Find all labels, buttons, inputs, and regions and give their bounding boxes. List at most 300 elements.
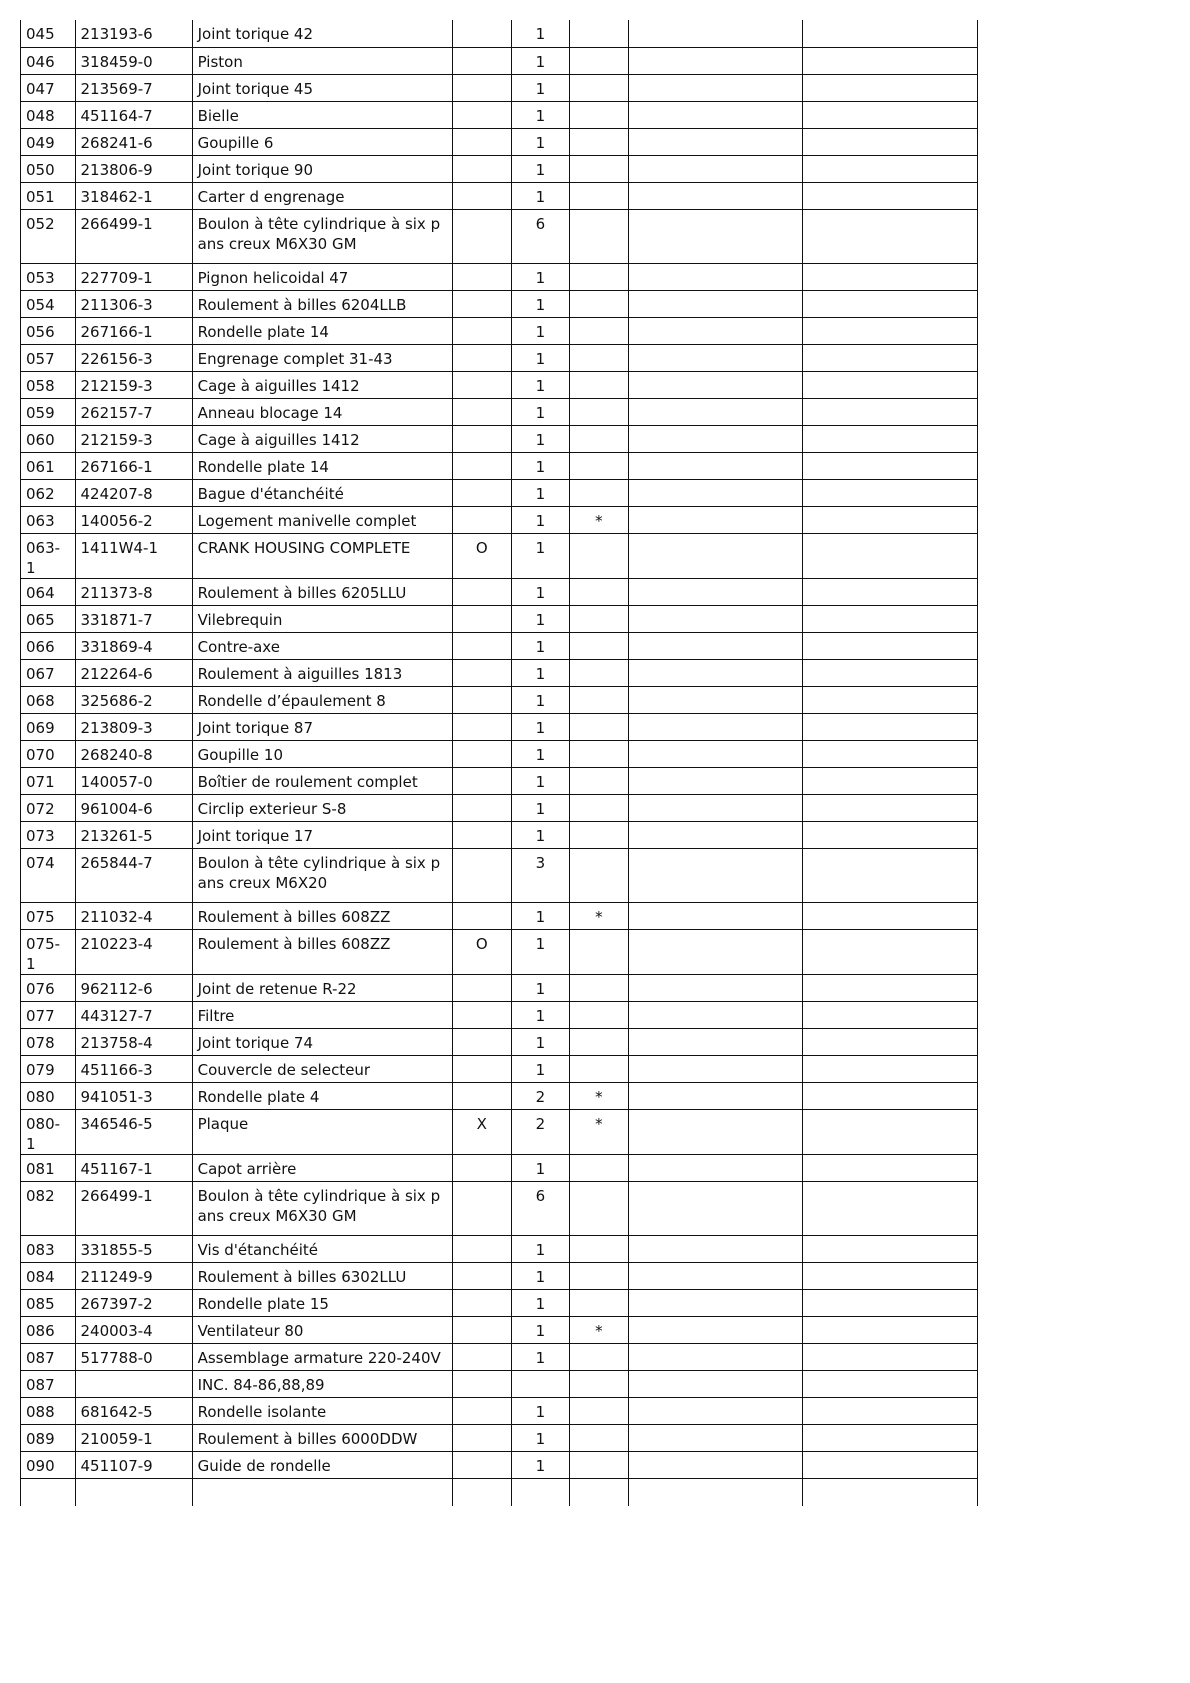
description-cell: Guide de rondelle — [192, 1451, 452, 1478]
change-mark-cell — [453, 1001, 512, 1028]
note-cell — [570, 1451, 629, 1478]
description-cell: Joint torique 74 — [192, 1028, 452, 1055]
description-cell: Contre-axe — [192, 632, 452, 659]
remarks-cell — [628, 317, 803, 344]
part-number-cell: 213809-3 — [75, 713, 192, 740]
empty-cell — [21, 1478, 76, 1506]
item-number-cell: 085 — [21, 1289, 76, 1316]
quantity-cell: 6 — [511, 209, 570, 263]
table-row — [21, 848, 978, 902]
extra-cell — [803, 974, 978, 1001]
quantity-cell: 1 — [511, 317, 570, 344]
table-row — [21, 794, 978, 821]
remarks-cell — [628, 344, 803, 371]
description-cell: Cage à aiguilles 1412 — [192, 371, 452, 398]
empty-cell — [803, 1478, 978, 1506]
table-row — [21, 1181, 978, 1235]
item-number-cell: 070 — [21, 740, 76, 767]
table-row — [21, 209, 978, 263]
quantity-cell: 3 — [511, 848, 570, 902]
extra-cell — [803, 1055, 978, 1082]
note-cell — [570, 1397, 629, 1424]
quantity-cell: 1 — [511, 1451, 570, 1478]
change-mark-cell — [453, 155, 512, 182]
part-number-cell: 265844-7 — [75, 848, 192, 902]
item-number-cell: 057 — [21, 344, 76, 371]
empty-cell — [570, 1478, 629, 1506]
note-cell — [570, 659, 629, 686]
note-cell — [570, 632, 629, 659]
parts-table — [20, 20, 978, 1506]
description-cell: Boulon à tête cylindrique à six pans creux M6X30 GM — [192, 209, 452, 263]
remarks-cell — [628, 1235, 803, 1262]
extra-cell — [803, 425, 978, 452]
part-number-cell: 346546-5 — [75, 1109, 192, 1154]
item-number-cell: 046 — [21, 47, 76, 74]
quantity-cell: 1 — [511, 1235, 570, 1262]
empty-cell — [511, 1478, 570, 1506]
part-number-cell: 266499-1 — [75, 1181, 192, 1235]
change-mark-cell — [453, 659, 512, 686]
part-number-cell: 331871-7 — [75, 605, 192, 632]
table-row — [21, 1109, 978, 1154]
remarks-cell — [628, 1424, 803, 1451]
remarks-cell — [628, 74, 803, 101]
quantity-cell: 2 — [511, 1082, 570, 1109]
note-cell — [570, 1289, 629, 1316]
change-mark-cell — [453, 1154, 512, 1181]
note-cell: * — [570, 1082, 629, 1109]
change-mark-cell — [453, 974, 512, 1001]
part-number-cell: 240003-4 — [75, 1316, 192, 1343]
remarks-cell — [628, 452, 803, 479]
extra-cell — [803, 47, 978, 74]
quantity-cell: 1 — [511, 1055, 570, 1082]
note-cell — [570, 155, 629, 182]
table-row — [21, 686, 978, 713]
note-cell — [570, 1262, 629, 1289]
change-mark-cell — [453, 128, 512, 155]
part-number-cell: 451164-7 — [75, 101, 192, 128]
table-row — [21, 1451, 978, 1478]
table-row — [21, 1343, 978, 1370]
note-cell — [570, 452, 629, 479]
remarks-cell — [628, 1028, 803, 1055]
table-row — [21, 1028, 978, 1055]
table-row — [21, 506, 978, 533]
item-number-cell: 087 — [21, 1370, 76, 1397]
note-cell — [570, 767, 629, 794]
quantity-cell: 1 — [511, 1028, 570, 1055]
description-cell: Engrenage complet 31-43 — [192, 344, 452, 371]
item-number-cell: 053 — [21, 263, 76, 290]
quantity-cell: 1 — [511, 1154, 570, 1181]
remarks-cell — [628, 1370, 803, 1397]
item-number-cell: 067 — [21, 659, 76, 686]
extra-cell — [803, 20, 978, 47]
remarks-cell — [628, 794, 803, 821]
description-cell: Joint torique 87 — [192, 713, 452, 740]
quantity-cell: 1 — [511, 263, 570, 290]
change-mark-cell — [453, 1181, 512, 1235]
extra-cell — [803, 1289, 978, 1316]
item-number-cell: 075 — [21, 902, 76, 929]
quantity-cell: 1 — [511, 767, 570, 794]
table-row — [21, 1235, 978, 1262]
part-number-cell: 268241-6 — [75, 128, 192, 155]
description-cell: Capot arrière — [192, 1154, 452, 1181]
quantity-cell: 1 — [511, 128, 570, 155]
note-cell — [570, 533, 629, 578]
part-number-cell: 941051-3 — [75, 1082, 192, 1109]
quantity-cell: 1 — [511, 1001, 570, 1028]
item-number-cell: 063 — [21, 506, 76, 533]
table-row — [21, 317, 978, 344]
remarks-cell — [628, 974, 803, 1001]
change-mark-cell — [453, 290, 512, 317]
table-row — [21, 452, 978, 479]
table-row — [21, 1316, 978, 1343]
extra-cell — [803, 794, 978, 821]
table-row — [21, 1154, 978, 1181]
item-number-cell: 086 — [21, 1316, 76, 1343]
remarks-cell — [628, 1001, 803, 1028]
description-cell: Joint de retenue R-22 — [192, 974, 452, 1001]
table-row — [21, 425, 978, 452]
extra-cell — [803, 1424, 978, 1451]
item-number-cell: 076 — [21, 974, 76, 1001]
change-mark-cell: O — [453, 533, 512, 578]
note-cell — [570, 425, 629, 452]
note-cell — [570, 578, 629, 605]
remarks-cell — [628, 155, 803, 182]
quantity-cell: 1 — [511, 47, 570, 74]
description-cell: Goupille 6 — [192, 128, 452, 155]
table-row — [21, 1424, 978, 1451]
description-cell: Joint torique 17 — [192, 821, 452, 848]
quantity-cell: 1 — [511, 1316, 570, 1343]
quantity-cell: 1 — [511, 974, 570, 1001]
remarks-cell — [628, 1451, 803, 1478]
part-number-cell: 517788-0 — [75, 1343, 192, 1370]
item-number-cell: 063-1 — [21, 533, 76, 578]
remarks-cell — [628, 902, 803, 929]
table-row — [21, 533, 978, 578]
change-mark-cell: X — [453, 1109, 512, 1154]
change-mark-cell — [453, 398, 512, 425]
note-cell — [570, 1055, 629, 1082]
note-cell — [570, 821, 629, 848]
remarks-cell — [628, 1082, 803, 1109]
quantity-cell: 1 — [511, 533, 570, 578]
quantity-cell: 1 — [511, 398, 570, 425]
item-number-cell: 077 — [21, 1001, 76, 1028]
remarks-cell — [628, 1055, 803, 1082]
extra-cell — [803, 452, 978, 479]
description-cell: Assemblage armature 220-240V — [192, 1343, 452, 1370]
table-row — [21, 1289, 978, 1316]
description-cell: Rondelle plate 4 — [192, 1082, 452, 1109]
item-number-cell: 090 — [21, 1451, 76, 1478]
quantity-cell: 1 — [511, 1397, 570, 1424]
extra-cell — [803, 1262, 978, 1289]
description-cell: Boulon à tête cylindrique à six pans creux M6X20 — [192, 848, 452, 902]
note-cell — [570, 974, 629, 1001]
quantity-cell: 1 — [511, 155, 570, 182]
change-mark-cell — [453, 452, 512, 479]
quantity-cell — [511, 1370, 570, 1397]
remarks-cell — [628, 929, 803, 974]
note-cell — [570, 317, 629, 344]
note-cell — [570, 101, 629, 128]
item-number-cell: 078 — [21, 1028, 76, 1055]
change-mark-cell — [453, 263, 512, 290]
extra-cell — [803, 821, 978, 848]
extra-cell — [803, 155, 978, 182]
item-number-cell: 058 — [21, 371, 76, 398]
description-cell: Roulement à billes 608ZZ — [192, 929, 452, 974]
item-number-cell: 068 — [21, 686, 76, 713]
change-mark-cell — [453, 902, 512, 929]
item-number-cell: 045 — [21, 20, 76, 47]
empty-cell — [628, 1478, 803, 1506]
item-number-cell: 049 — [21, 128, 76, 155]
note-cell — [570, 20, 629, 47]
extra-cell — [803, 1109, 978, 1154]
table-row — [21, 605, 978, 632]
remarks-cell — [628, 1181, 803, 1235]
change-mark-cell: O — [453, 929, 512, 974]
quantity-cell: 1 — [511, 344, 570, 371]
note-cell — [570, 686, 629, 713]
item-number-cell: 074 — [21, 848, 76, 902]
change-mark-cell — [453, 20, 512, 47]
table-row — [21, 1262, 978, 1289]
quantity-cell: 1 — [511, 1343, 570, 1370]
note-cell — [570, 1154, 629, 1181]
part-number-cell: 213193-6 — [75, 20, 192, 47]
empty-cell — [75, 1478, 192, 1506]
change-mark-cell — [453, 1262, 512, 1289]
item-number-cell: 084 — [21, 1262, 76, 1289]
item-number-cell: 048 — [21, 101, 76, 128]
description-cell: Pignon helicoidal 47 — [192, 263, 452, 290]
quantity-cell: 1 — [511, 686, 570, 713]
extra-cell — [803, 1154, 978, 1181]
extra-cell — [803, 929, 978, 974]
table-row — [21, 929, 978, 974]
extra-cell — [803, 1370, 978, 1397]
quantity-cell: 1 — [511, 1289, 570, 1316]
item-number-cell: 069 — [21, 713, 76, 740]
description-cell: Cage à aiguilles 1412 — [192, 425, 452, 452]
remarks-cell — [628, 848, 803, 902]
extra-cell — [803, 101, 978, 128]
item-number-cell: 088 — [21, 1397, 76, 1424]
part-number-cell: 318459-0 — [75, 47, 192, 74]
remarks-cell — [628, 659, 803, 686]
note-cell — [570, 344, 629, 371]
part-number-cell: 267397-2 — [75, 1289, 192, 1316]
description-cell: Circlip exterieur S-8 — [192, 794, 452, 821]
part-number-cell: 331855-5 — [75, 1235, 192, 1262]
quantity-cell: 1 — [511, 659, 570, 686]
item-number-cell: 087 — [21, 1343, 76, 1370]
remarks-cell — [628, 101, 803, 128]
item-number-cell: 065 — [21, 605, 76, 632]
extra-cell — [803, 1001, 978, 1028]
change-mark-cell — [453, 1028, 512, 1055]
part-number-cell: 424207-8 — [75, 479, 192, 506]
change-mark-cell — [453, 605, 512, 632]
remarks-cell — [628, 740, 803, 767]
description-cell: Rondelle plate 15 — [192, 1289, 452, 1316]
change-mark-cell — [453, 1370, 512, 1397]
table-row — [21, 902, 978, 929]
change-mark-cell — [453, 713, 512, 740]
change-mark-cell — [453, 1343, 512, 1370]
table-row — [21, 659, 978, 686]
item-number-cell: 059 — [21, 398, 76, 425]
table-row — [21, 101, 978, 128]
extra-cell — [803, 182, 978, 209]
note-cell — [570, 263, 629, 290]
quantity-cell: 1 — [511, 506, 570, 533]
note-cell: * — [570, 506, 629, 533]
change-mark-cell — [453, 47, 512, 74]
extra-cell — [803, 1343, 978, 1370]
table-row — [21, 1082, 978, 1109]
note-cell: * — [570, 1316, 629, 1343]
note-cell — [570, 929, 629, 974]
note-cell — [570, 128, 629, 155]
table-row — [21, 632, 978, 659]
remarks-cell — [628, 578, 803, 605]
table-row — [21, 344, 978, 371]
note-cell — [570, 74, 629, 101]
part-number-cell: 226156-3 — [75, 344, 192, 371]
description-cell: Roulement à billes 6000DDW — [192, 1424, 452, 1451]
part-number-cell: 211032-4 — [75, 902, 192, 929]
extra-cell — [803, 1181, 978, 1235]
remarks-cell — [628, 398, 803, 425]
extra-cell — [803, 317, 978, 344]
extra-cell — [803, 506, 978, 533]
extra-cell — [803, 1028, 978, 1055]
extra-cell — [803, 1235, 978, 1262]
quantity-cell: 1 — [511, 425, 570, 452]
item-number-cell: 079 — [21, 1055, 76, 1082]
remarks-cell — [628, 479, 803, 506]
remarks-cell — [628, 1154, 803, 1181]
remarks-cell — [628, 1262, 803, 1289]
change-mark-cell — [453, 848, 512, 902]
quantity-cell: 1 — [511, 479, 570, 506]
quantity-cell: 1 — [511, 290, 570, 317]
description-cell: Joint torique 45 — [192, 74, 452, 101]
empty-cell — [453, 1478, 512, 1506]
description-cell: Vilebrequin — [192, 605, 452, 632]
table-row — [21, 578, 978, 605]
part-number-cell: 681642-5 — [75, 1397, 192, 1424]
table-row — [21, 371, 978, 398]
change-mark-cell — [453, 1451, 512, 1478]
extra-cell — [803, 686, 978, 713]
note-cell — [570, 1424, 629, 1451]
change-mark-cell — [453, 209, 512, 263]
note-cell — [570, 1370, 629, 1397]
description-cell: Filtre — [192, 1001, 452, 1028]
remarks-cell — [628, 533, 803, 578]
extra-cell — [803, 767, 978, 794]
description-cell: Rondelle plate 14 — [192, 452, 452, 479]
extra-cell — [803, 659, 978, 686]
description-cell: Joint torique 42 — [192, 20, 452, 47]
part-number-cell: 262157-7 — [75, 398, 192, 425]
extra-cell — [803, 632, 978, 659]
remarks-cell — [628, 767, 803, 794]
table-row — [21, 479, 978, 506]
change-mark-cell — [453, 821, 512, 848]
remarks-cell — [628, 20, 803, 47]
table-row — [21, 974, 978, 1001]
note-cell — [570, 1028, 629, 1055]
description-cell: Roulement à billes 608ZZ — [192, 902, 452, 929]
note-cell — [570, 605, 629, 632]
remarks-cell — [628, 821, 803, 848]
description-cell: Anneau blocage 14 — [192, 398, 452, 425]
item-number-cell: 064 — [21, 578, 76, 605]
part-number-cell: 443127-7 — [75, 1001, 192, 1028]
change-mark-cell — [453, 1289, 512, 1316]
remarks-cell — [628, 1397, 803, 1424]
note-cell — [570, 1235, 629, 1262]
change-mark-cell — [453, 344, 512, 371]
item-number-cell: 080 — [21, 1082, 76, 1109]
empty-cell — [192, 1478, 452, 1506]
part-number-cell: 961004-6 — [75, 794, 192, 821]
quantity-cell: 1 — [511, 182, 570, 209]
part-number-cell: 210059-1 — [75, 1424, 192, 1451]
quantity-cell: 1 — [511, 20, 570, 47]
note-cell — [570, 290, 629, 317]
note-cell — [570, 740, 629, 767]
empty-table-row — [21, 1478, 978, 1506]
change-mark-cell — [453, 1055, 512, 1082]
description-cell: Couvercle de selecteur — [192, 1055, 452, 1082]
description-cell: Carter d engrenage — [192, 182, 452, 209]
note-cell — [570, 182, 629, 209]
change-mark-cell — [453, 1082, 512, 1109]
extra-cell — [803, 344, 978, 371]
item-number-cell: 071 — [21, 767, 76, 794]
quantity-cell: 1 — [511, 1262, 570, 1289]
part-number-cell: 267166-1 — [75, 452, 192, 479]
change-mark-cell — [453, 1235, 512, 1262]
table-row — [21, 128, 978, 155]
note-cell — [570, 209, 629, 263]
change-mark-cell — [453, 767, 512, 794]
item-number-cell: 051 — [21, 182, 76, 209]
item-number-cell: 073 — [21, 821, 76, 848]
change-mark-cell — [453, 74, 512, 101]
table-row — [21, 290, 978, 317]
description-cell: Rondelle d’épaulement 8 — [192, 686, 452, 713]
quantity-cell: 2 — [511, 1109, 570, 1154]
table-row — [21, 821, 978, 848]
item-number-cell: 072 — [21, 794, 76, 821]
change-mark-cell — [453, 578, 512, 605]
